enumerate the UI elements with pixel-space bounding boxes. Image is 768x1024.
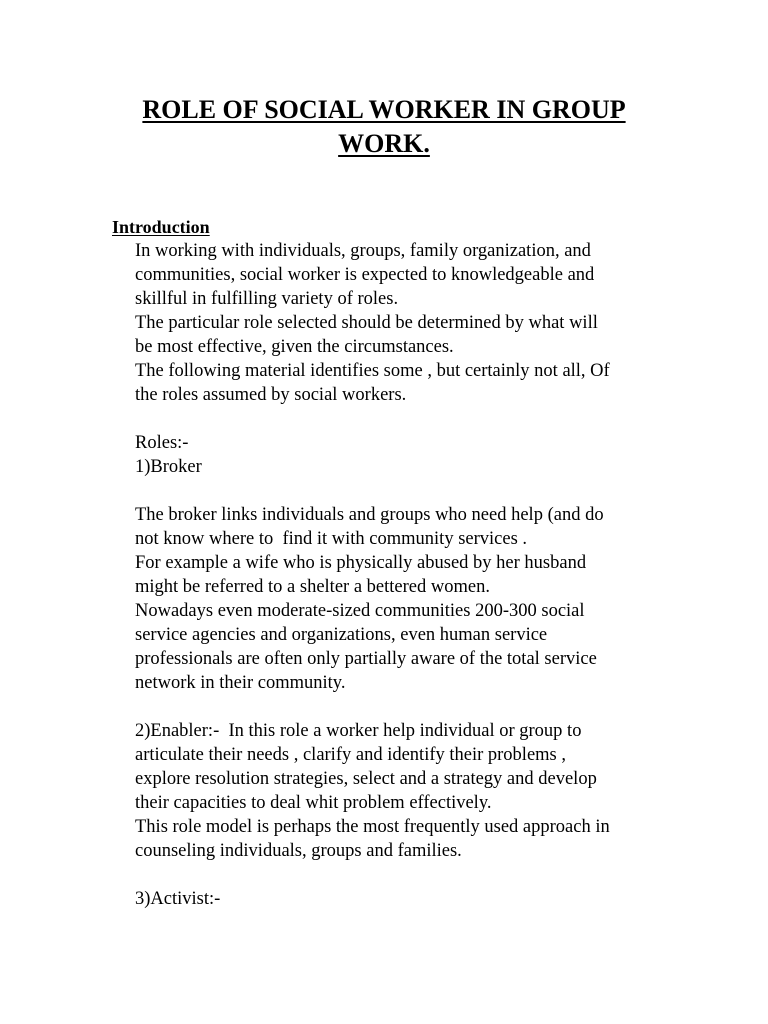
- body-line: the roles assumed by social workers.: [135, 385, 407, 405]
- document-title-line-2: WORK.: [338, 129, 430, 158]
- body-line: articulate their needs , clarify and identify their problems ,: [135, 745, 566, 765]
- introduction-heading: Introduction: [112, 217, 210, 237]
- body-line: In working with individuals, groups, family organization, and: [135, 241, 591, 261]
- body-line: This role model is perhaps the most frequently used approach in: [135, 817, 610, 837]
- body-line: not know where to find it with community services .: [135, 529, 528, 549]
- body-line: might be referred to a shelter a bettered women.: [135, 577, 490, 597]
- role-activist-heading: 3)Activist:-: [135, 889, 221, 909]
- body-line: The particular role selected should be determined by what will: [135, 313, 598, 333]
- body-line: Nowadays even moderate-sized communities 200-300 social: [135, 601, 585, 621]
- body-line: professionals are often only partially aware of the total service: [135, 649, 597, 669]
- role-broker-heading: 1)Broker: [135, 457, 202, 477]
- body-line: skillful in fulfilling variety of roles.: [135, 289, 399, 309]
- body-line: service agencies and organizations, even human service: [135, 625, 548, 645]
- body-line: be most effective, given the circumstances.: [135, 337, 454, 357]
- body-line: The broker links individuals and groups who need help (and do: [135, 505, 604, 525]
- body-line: communities, social worker is expected to knowledgeable and: [135, 265, 595, 285]
- document-title-line-1: ROLE OF SOCIAL WORKER IN GROUP: [142, 95, 626, 124]
- roles-label: Roles:-: [135, 433, 189, 453]
- role-enabler-line: 2)Enabler:- In this role a worker help individual or group to: [135, 721, 582, 741]
- body-line: explore resolution strategies, select and a strategy and develop: [135, 769, 597, 789]
- body-line: The following material identifies some , but certainly not all, Of: [135, 361, 610, 381]
- body-line: counseling individuals, groups and families.: [135, 841, 462, 861]
- body-line: network in their community.: [135, 673, 346, 693]
- body-line: For example a wife who is physically abused by her husband: [135, 553, 587, 573]
- body-line: their capacities to deal whit problem effectively.: [135, 793, 492, 813]
